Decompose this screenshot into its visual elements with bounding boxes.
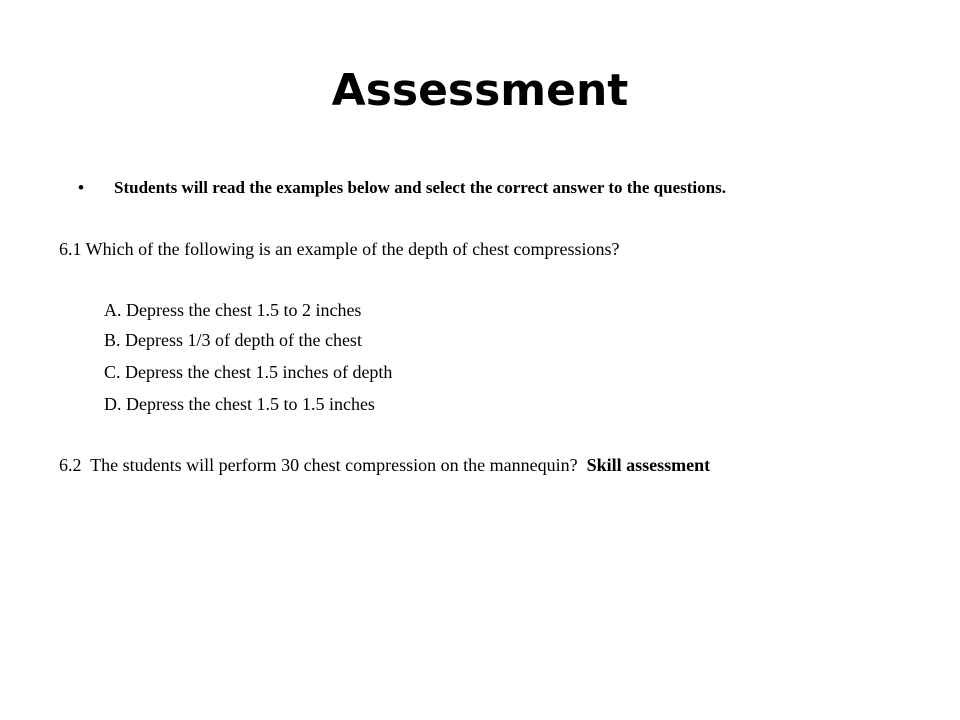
answer-option-b: B. Depress 1/3 of depth of the chest (104, 330, 362, 350)
instruction-text: Students will read the examples below and select the correct answer to the questions. (114, 178, 726, 197)
answer-option-c: C. Depress the chest 1.5 inches of depth (104, 362, 393, 382)
bullet-dot-icon: • (78, 178, 84, 197)
slide-title: Assessment (331, 65, 629, 116)
question-6-2-text: 6.2 The students will perform 30 chest compression on the mannequin? (59, 455, 587, 475)
answer-option-d: D. Depress the chest 1.5 to 1.5 inches (104, 394, 375, 414)
question-6-2 (59, 453, 710, 477)
question-6-1: 6.1 Which of the following is an example of the depth of chest compressions? (59, 239, 620, 259)
skill-assessment-label: Skill assessment (586, 455, 711, 475)
answer-option-a: A. Depress the chest 1.5 to 2 inches (104, 300, 362, 320)
